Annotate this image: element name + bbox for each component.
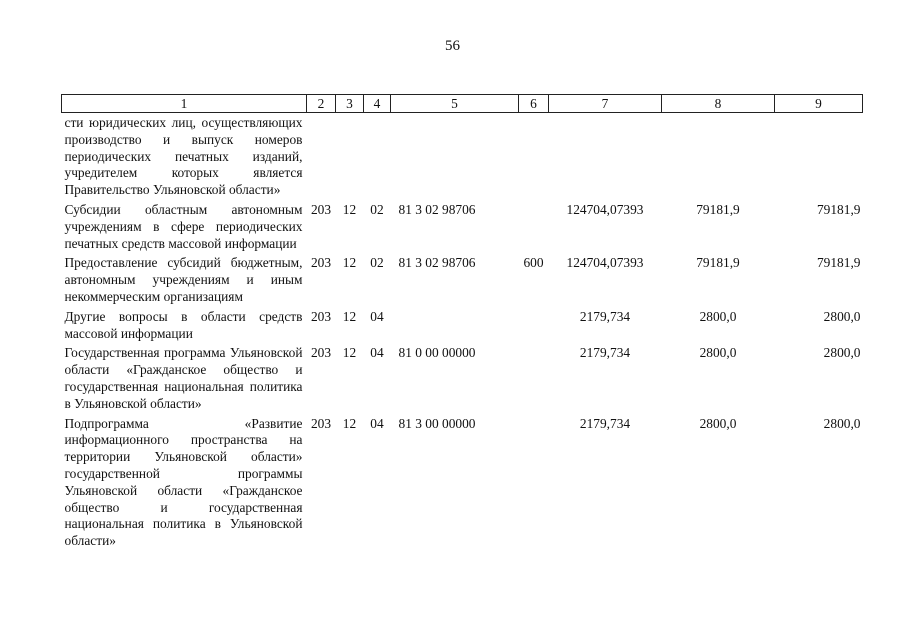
cell-gr: 203 (310, 415, 332, 431)
cell-sum-1: 124704,07393 (566, 201, 644, 217)
cell-pr: 02 (370, 201, 384, 217)
continuation-row (62, 113, 863, 199)
column-header: 8 (662, 95, 775, 113)
cell-sum-1: 124704,07393 (566, 255, 644, 271)
continuation-text: сти юридических лиц, осуществляющих производство и выпуск номеров периодических печатных изданий, учредителем которых является Правительство Ульяновской области» (64, 115, 303, 198)
cell-sum-3: 79181,9 (816, 255, 861, 271)
cell-vr: 600 (523, 255, 544, 271)
cell-pr: 02 (370, 255, 384, 271)
cell-rz: 12 (342, 308, 357, 324)
column-header: 1 (62, 95, 307, 113)
cell-sum-1: 2179,734 (579, 345, 631, 361)
table-row (62, 342, 863, 412)
row-name: Другие вопросы в области средств массовой информации (64, 308, 303, 341)
cell-csr (391, 306, 519, 343)
budget-table (61, 94, 863, 550)
column-header: 7 (549, 95, 662, 113)
cell-sum-2: 79181,9 (696, 201, 740, 217)
cell-rz: 12 (342, 201, 357, 217)
cell-gr: 203 (310, 201, 332, 217)
row-name: Подпрограмма «Развитие информационного пространства на территории Ульяновской области» государственной программы Ульяновской области «Гражданское общество и государственная национальная политика в Ульяновской области» (64, 415, 303, 549)
cell-vr (519, 199, 549, 252)
column-header: 4 (364, 95, 391, 113)
cell-pr: 04 (370, 308, 384, 324)
cell-csr: 81 3 02 98706 (398, 255, 476, 271)
column-header: 9 (775, 95, 863, 113)
cell-csr: 81 3 00 00000 (398, 415, 476, 431)
cell-sum-3: 2800,0 (823, 415, 861, 431)
cell-csr: 81 3 02 98706 (398, 201, 476, 217)
table-row (62, 306, 863, 343)
cell-sum-1: 2179,734 (579, 415, 631, 431)
cell-gr: 203 (310, 308, 332, 324)
cell-vr (519, 306, 549, 343)
cell-rz: 12 (342, 415, 357, 431)
cell-sum-2: 79181,9 (696, 255, 740, 271)
cell-sum-2: 2800,0 (699, 415, 737, 431)
row-name: Субсидии областным автономным учреждениям в сфере периодических печатных средств массовой информации (64, 201, 303, 251)
cell-sum-3: 79181,9 (816, 201, 861, 217)
row-name: Государственная программа Ульяновской области «Гражданское общество и государственная национальная политика в Ульяновской области» (64, 345, 303, 411)
cell-rz: 12 (342, 345, 357, 361)
cell-gr: 203 (310, 345, 332, 361)
cell-gr: 203 (310, 255, 332, 271)
column-header: 6 (519, 95, 549, 113)
column-header: 5 (391, 95, 519, 113)
table-row (62, 413, 863, 550)
cell-pr: 04 (370, 415, 384, 431)
table-row (62, 199, 863, 252)
table-row (62, 252, 863, 305)
cell-pr: 04 (370, 345, 384, 361)
cell-sum-3: 2800,0 (823, 345, 861, 361)
cell-rz: 12 (342, 255, 357, 271)
cell-sum-3: 2800,0 (823, 308, 861, 324)
cell-csr: 81 0 00 00000 (398, 345, 476, 361)
column-header: 3 (336, 95, 364, 113)
page-number: 56 (445, 38, 460, 54)
cell-sum-2: 2800,0 (699, 308, 737, 324)
cell-vr (519, 342, 549, 412)
cell-sum-1: 2179,734 (579, 308, 631, 324)
row-name: Предоставление субсидий бюджетным, автономным учреждениям и иным некоммерческим организациям (64, 255, 303, 304)
column-number-row (62, 95, 863, 113)
column-header: 2 (307, 95, 336, 113)
cell-vr (519, 413, 549, 550)
cell-sum-2: 2800,0 (699, 345, 737, 361)
